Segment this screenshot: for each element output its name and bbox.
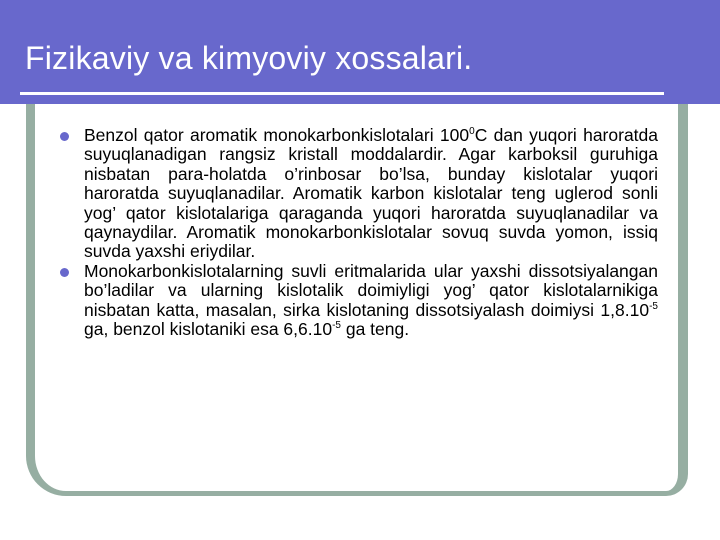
- bullet-2-text-part2: ga, benzol kislotaniki esa 6,6.10: [84, 319, 333, 340]
- frame-bottom-border: [26, 414, 688, 496]
- bullet-1-text-part2: C dan yuqori haroratda suyuqlanadigan rangsiz kristall moddalardir. Agar karboksil guruhiga nisbatan para-holatda o’rinbosar bo’lsa, bunday kislotalar yuqori haroratda suyuqlanadilar. Aromatik karbon kislotalar teng uglerod sonli yog’ qator kislotalariga qaraganda yuqori haroratda suyuqlanadilar va qaynaydilar. Aromatik monokarbonkislotalar sovuq suvda yomon, issiq suvda yaxshi eriydilar.: [84, 125, 658, 262]
- title-underline: [20, 92, 664, 95]
- bullet-2-superscript-2: -5: [332, 320, 341, 332]
- bullet-2-text-part3: ga teng.: [340, 319, 410, 340]
- content-area: [60, 126, 658, 339]
- bullet-item-1: [60, 126, 658, 262]
- bullet-1-text-part1: Benzol qator aromatik monokarbonkislotalari 100: [84, 125, 470, 145]
- title-bar: [0, 0, 720, 104]
- bullet-1-superscript: 0: [469, 126, 475, 138]
- frame-left-border: [26, 104, 35, 452]
- bullet-2-text-part1: Monokarbonkislotalarning suvli eritmalarida ular yaxshi dissotsiyalangan bo’ladilar va ularning kislotalik doimiyligi yog’ qator kislotalarnikiga nisbatan katta, masalan, sirka kislotaning dissotsiyalash doimiysi 1,8.10: [84, 260, 658, 320]
- bullet-2-superscript-1: -5: [649, 300, 658, 312]
- slide-title: Fizikaviy va kimyoviy xossalari.: [25, 40, 473, 76]
- bullet-item-2: [60, 262, 658, 340]
- bullet-dot-icon: [60, 132, 69, 141]
- bullet-dot-icon: [60, 268, 69, 277]
